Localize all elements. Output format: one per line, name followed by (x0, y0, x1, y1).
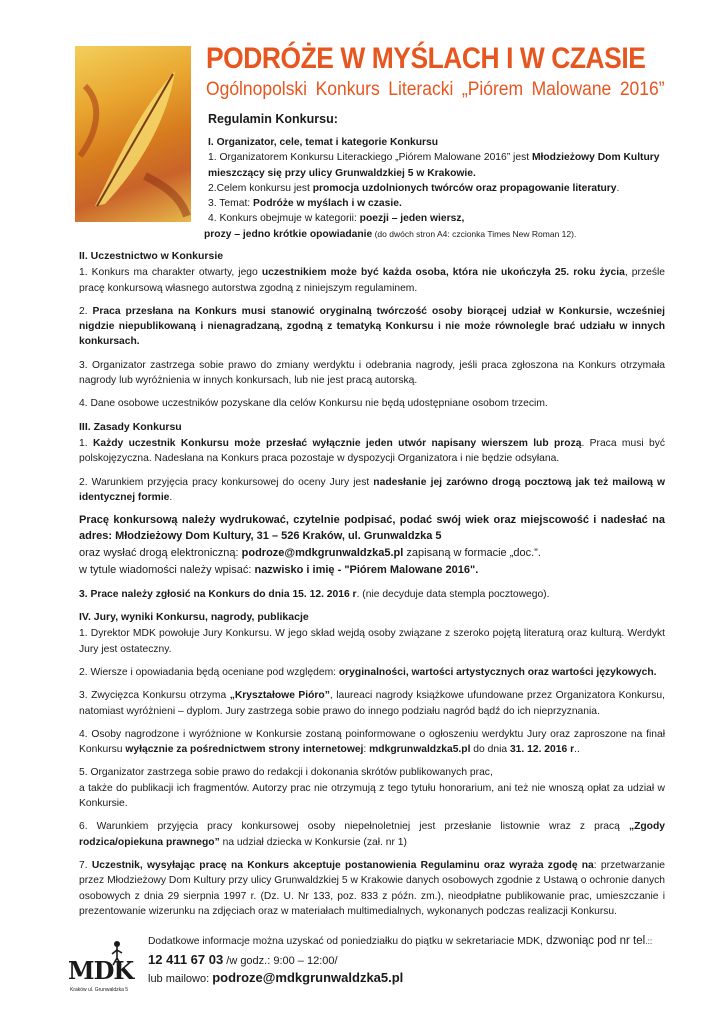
logo-subtext: Kraków ul. Grunwaldzka 5 (70, 987, 129, 993)
website-link[interactable]: mdkgrunwaldzka5.pl (369, 744, 471, 756)
text: : przetwarzanie przez Młodzieżowy Dom Kultury przy ulicy Grunwaldzkiej 5 w Krakowie danych osobowych zgodnie z Ustawą o ochronie danych osobowych z dnia 29 sierpnia 1997 r. (Dz. U. Nr 133, poz. 833 z późn. zm.), nieodpłatne publikowanie prac, umieszczanie i prezentowanie wizerunku na zdjęciach oraz w materiałach multimedialnych, wykonanych podczas realizacji Konkursu. (79, 859, 665, 917)
text-bold: Każdy uczestnik Konkursu może przesłać wyłącznie jeden utwór napisany wierszem lub prozą (92, 437, 582, 449)
text-bold: 31. 12. 2016 r (509, 744, 575, 756)
paragraph: 1. Dyrektor MDK powołuje Jury Konkursu. W jego skład wejdą osoby związane z szeroko pojętą literaturą oraz kulturą. Werdykt Jury jest ostateczny. (79, 628, 665, 655)
text: 5. Organizator zastrzega sobie prawo do redakcji i dokonania skrótów publikowanych prac, (79, 767, 493, 779)
text: , laureaci nagrody książkowe ufundowane przez Organizatora Konkursu, natomiast wyróżnieni – dyplom. Jury zastrzega sobie prawo do innego podziału nagród bądź do ich nieprzyznania. (79, 690, 666, 717)
section-heading: IV. Jury, wyniki Konkursu, nagrody, publikacje (79, 611, 309, 624)
text: .. (574, 744, 580, 756)
info-text: .:: (645, 936, 653, 946)
text: 1. Organizatorem Konkursu Literackiego „Piórem Malowane 2016” jest (208, 152, 532, 164)
regulations-heading: Regulamin Konkursu: (208, 112, 338, 126)
section-heading: III. Zasady Konkursu (79, 420, 182, 433)
text: 3. Temat: (208, 198, 254, 210)
feather-icon (75, 46, 191, 222)
text-bold: „Zgody rodzica/opiekuna prawnego” (79, 821, 665, 848)
text-bold: uczestnikiem może być każda osoba, która nie ukończyła 25. roku życia (261, 267, 625, 279)
text-bold: poezji – jeden wiersz, (359, 213, 465, 225)
mail-label: lub mailowo: (148, 973, 213, 985)
text: 1. Konkurs ma charakter otwarty, jego (79, 267, 262, 279)
text-bold: nadesłanie jej zarówno drogą pocztową jak też mailową w identycznej formie (79, 476, 666, 503)
text: 4. Osoby nagrodzone i wyróżnione w Konkursie zostaną poinformowane o ogłoszeniu werdyktu Jury oraz zaproszone na finał Konkursu (79, 728, 665, 756)
text: , prześle pracę konkursową własnego autorstwa zgodną z niniejszym regulaminem. (79, 267, 665, 294)
paragraph: 4. Dane osobowe uczestników pozyskane dla celów Konkursu nie będą udostępniane osobom trzecim. (79, 398, 548, 410)
text: w tytule wiadomości należy wpisać: (79, 564, 255, 577)
text: do dnia (470, 744, 510, 756)
email-link[interactable]: podroze@mdkgrunwaldzka5.pl (212, 970, 404, 985)
paragraph: 3. Organizator zastrzega sobie prawo do zmiany werdyktu i odebrania nagrody, jeśli praca zgłoszona na Konkurs otrzymała nagrody lub wyróżnienia w innych konkursach, lub nie jest pracą autorską. (79, 359, 665, 387)
text: 1. (79, 437, 93, 449)
mdk-logo (68, 940, 134, 1000)
text: . (nie decyduje data stempla pocztowego). (356, 588, 550, 600)
phone-number[interactable]: 12 411 67 03 (148, 952, 224, 967)
email-link[interactable]: podroze@mdkgrunwaldzka5.pl (241, 547, 404, 560)
text: zapisaną w formacie „doc.”. (403, 547, 541, 560)
deadline: 3. Prace należy zgłosić na Konkurs do dnia 15. 12. 2016 r (79, 588, 357, 600)
regulations-body (79, 249, 665, 927)
text: 2. Warunkiem przyjęcia pracy konkursowej do oceny Jury jest (79, 476, 374, 488)
text-bold: nazwisko i imię - "Piórem Malowane 2016". (254, 564, 479, 577)
text: 2.Celem konkursu jest (208, 182, 313, 194)
text-bold: prozy – jedno krótkie opowiadanie (204, 228, 373, 240)
text: na udział dziecka w Konkursie (zał. nr 1) (219, 836, 407, 848)
text-bold: Uczestnik, wysyłając pracę na Konkurs akceptuje postanowienia Regulaminu oraz wyraża zgodę na (91, 859, 594, 871)
text: 2. Wiersze i opowiadania będą oceniane pod względem: (79, 666, 339, 678)
section-organizer (204, 135, 668, 242)
page-subtitle: Ogólnopolski Konkurs Literacki „Piórem Malowane 2016” (206, 79, 665, 100)
text: 2. (79, 305, 93, 317)
info-text: dzwoniąc pod nr tel (542, 935, 646, 947)
postal-address: Pracę konkursową należy wydrukować, czytelnie podpisać, podać swój wiek oraz miejscowość i nadesłać na adres: Młodzieżowy Dom Kultury, 31 – 526 Kraków, ul. Grunwaldzka 5 (79, 514, 665, 542)
text: . Praca musi być polskojęzyczna. Nadesłana na Konkurs praca pozostaje w dyspozycji Organizatora i nie będzie odsyłana. (79, 437, 666, 465)
feather-painting-image (75, 46, 191, 222)
text: . (616, 182, 620, 194)
text-bold: „Kryształowe Pióro” (229, 690, 330, 702)
section-heading: I. Organizator, cele, temat i kategorie Konkursu (208, 137, 439, 148)
text: 7. (79, 859, 92, 871)
text-bold: wyłącznie za pośrednictwem strony internetowej (125, 744, 364, 756)
text-bold: Praca przesłana na Konkurs musi stanowić oryginalną twórczość osoby biorącej udział w Konkursie, wcześniej nigdzie niepublikowaną i nienagradzaną, zgodną z tematyką Konkursu i nie może równolegle brać udziału w innych konkursach. (79, 305, 666, 348)
section-heading: II. Uczestnictwo w Konkursie (79, 250, 224, 262)
text-bold: Podróże w myślach i w czasie. (253, 198, 402, 210)
text: (do dwóch stron A4: czcionka Times New Roman 12). (372, 228, 577, 239)
text: 4. Konkurs obejmuje w kategorii: (208, 213, 360, 225)
page-title: PODRÓŻE W MYŚLACH I W CZASIE (206, 42, 646, 75)
text-bold: Młodzieżowy Dom Kultury mieszczący się przy ulicy Grunwaldzkiej 5 w Krakowie. (208, 152, 660, 179)
text: oraz wysłać drogą elektroniczną: (79, 547, 242, 560)
text: 6. Warunkiem przyjęcia pracy konkursowej osoby niepełnoletniej jest przesłanie listownie wraz z pracą (79, 821, 629, 833)
text-bold: oryginalności, wartości artystycznych oraz wartości językowych. (338, 666, 657, 678)
logo-text: MDK (68, 956, 134, 985)
info-text: Dodatkowe informacje można uzyskać od poniedziałku do piątku w sekretariacie MDK, (148, 936, 543, 947)
text: 3. Zwycięzca Konkursu otrzyma (79, 690, 230, 702)
text: a także do publikacji ich fragmentów. Autorzy prac nie otrzymują z tego tytułu honorarium, ani też nie wnoszą opłat za udział w Konkursie. (79, 782, 665, 810)
footer-contact (68, 930, 668, 1010)
text-bold: promocja uzdolnionych twórców oraz propagowanie literatury (312, 182, 617, 194)
text: . (169, 491, 173, 503)
office-hours: /w godz.: 9:00 – 12:00/ (223, 955, 338, 967)
text: : (363, 744, 370, 756)
